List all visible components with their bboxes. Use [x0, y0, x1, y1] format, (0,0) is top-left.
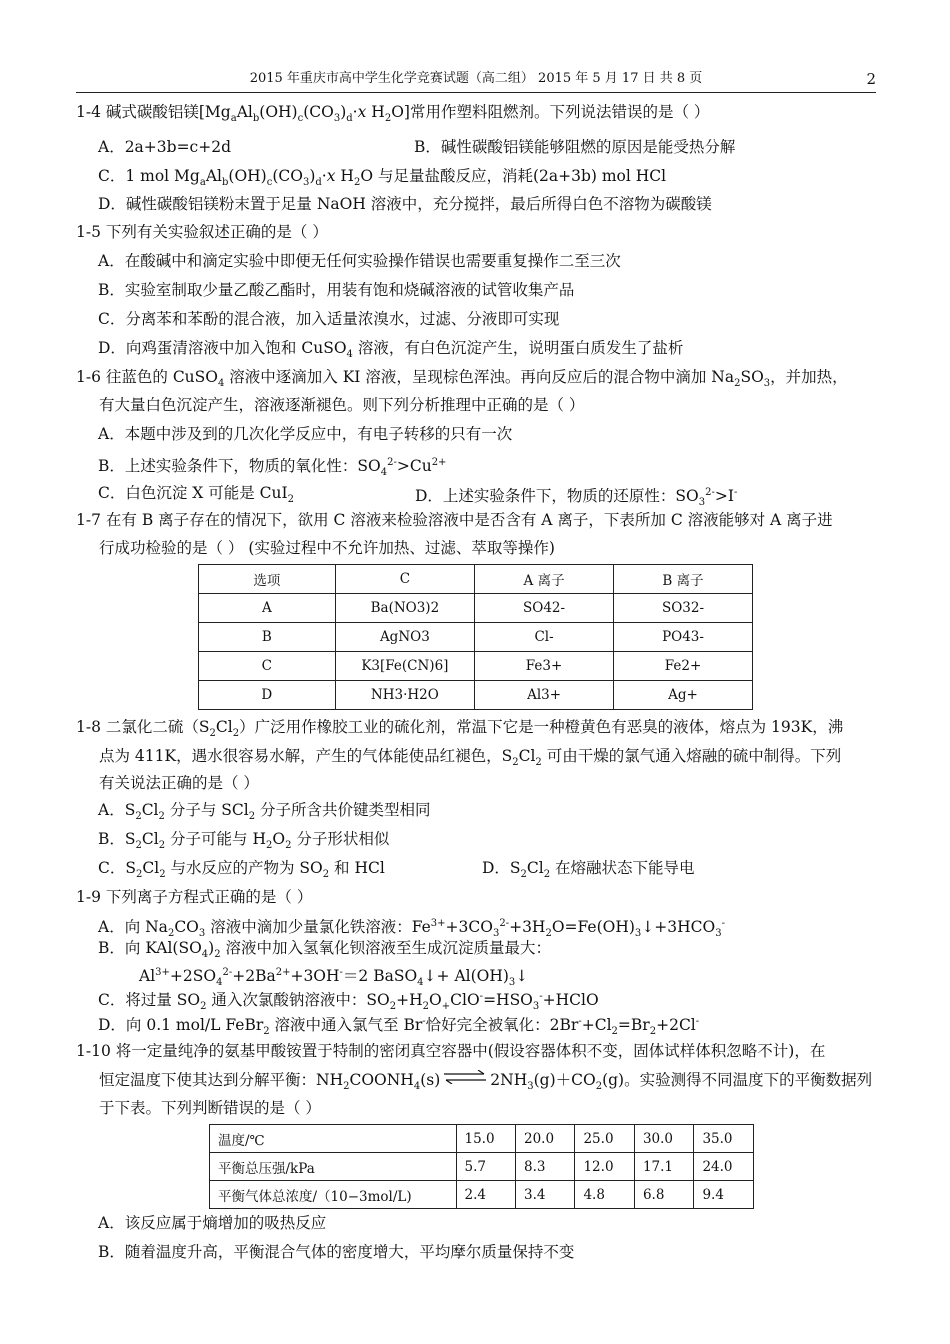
q1-8-stem-cont: 点为 411K，遇水很容易水解，产生的气体能使品红褪色，$S_2Cl_2$ 可由干燥的氯气通入熔融的硫中制得。下列 — [99, 747, 842, 768]
q1-6-option-d: D．上述实验条件下，物质的还原性：$SO_3^{2-}>I^-$ — [415, 487, 738, 508]
q1-5-option-a: A．在酸碱中和滴定实验中即便无任何实验操作错误也需要重复操作二至三次 — [98, 252, 621, 270]
q1-4-option-c: C．1 mol $Mg_aAl_b(OH)_c(CO_3)_d\cdot x$ $H_2O$ 与足量盐酸反应，消耗(2a+3b) mol HCl — [98, 167, 667, 188]
q1-8-stem: 1-8 二氯化二硫$(S_2Cl_2)$广泛用作橡胶工业的硫化剂，常温下它是一种橙黄色有恶臭的液体，熔点为 193K，沸 — [76, 718, 844, 739]
table-cell: 5.7 — [456, 1153, 515, 1181]
table-cell: 2.4 — [456, 1181, 515, 1209]
table-cell: K3[Fe(CN)6] — [335, 652, 474, 681]
q1-9-option-d: D．向 0.1 mol/L FeBr$_2$ 溶液中通入氯气至 Br-恰好完全被氧化：$2Br^-+Cl_2=Br_2+2Cl^-$ — [98, 1016, 700, 1037]
q1-5-option-c: C．分离苯和苯酚的混合液，加入适量浓溴水，过滤、分液即可实现 — [98, 310, 560, 328]
table-row — [210, 1125, 754, 1153]
table-row — [210, 1153, 754, 1181]
q1-4-option-a: A．2a+3b=c+2d — [98, 138, 232, 156]
q1-5-stem: 1-5 下列有关实验叙述正确的是（ ） — [76, 223, 328, 241]
table-cell: PO43- — [614, 623, 753, 652]
table-cell: Cl- — [475, 623, 614, 652]
table-cell: C — [199, 652, 336, 681]
table-row — [199, 652, 753, 681]
table-cell: B — [199, 623, 336, 652]
q1-9-option-c: C．将过量 $SO_2$ 通入次氯酸钠溶液中：$SO_2+H_2O_+ClO^-=HSO_3^-+HClO$ — [98, 991, 599, 1012]
table-cell: 8.3 — [515, 1153, 574, 1181]
q1-4-option-d: D．碱性碳酸铝镁粉末置于足量 NaOH 溶液中，充分搅拌，最后所得白色不溶物为碳酸镁 — [98, 195, 712, 213]
q1-10-stem-cont2: 于下表。下列判断错误的是（ ） — [99, 1099, 321, 1117]
page-number: 2 — [866, 70, 876, 88]
table-cell: 35.0 — [694, 1125, 754, 1153]
q1-6-option-c: C．白色沉淀 X 可能是 CuI$_2$ — [98, 484, 295, 505]
q1-4-stem: 1-4 碱式碳酸铝镁[$Mg_aAl_b(OH)_c(CO_3)_d\cdot x$ $H_2O$]常用作塑料阻燃剂。下列说法错误的是（ ） — [76, 103, 710, 124]
table-cell: D — [199, 681, 336, 710]
q1-10-option-b: B．随着温度升高，平衡混合气体的密度增大，平均摩尔质量保持不变 — [98, 1243, 575, 1261]
table-cell: Ba(NO3)2 — [335, 594, 474, 623]
table-cell: 12.0 — [575, 1153, 634, 1181]
q1-9-option-b-equation: $Al^{3+}+2SO_4^{2-}+2Ba^{2+}+3OH^-=2$ BaSO$_4$↓+ $Al(OH)_3↓$ — [139, 967, 529, 988]
table-row — [199, 623, 753, 652]
table-cell: Fe3+ — [475, 652, 614, 681]
table-cell: Fe2+ — [614, 652, 753, 681]
equilibrium-data-table — [209, 1124, 754, 1209]
table-cell: 4.8 — [575, 1181, 634, 1209]
table-cell: 6.8 — [634, 1181, 693, 1209]
table-cell: 17.1 — [634, 1153, 693, 1181]
table-header-cell: C — [335, 565, 474, 594]
table-cell: A — [199, 594, 336, 623]
table-cell: SO32- — [614, 594, 753, 623]
table-cell: 15.0 — [456, 1125, 515, 1153]
table-cell: 30.0 — [634, 1125, 693, 1153]
q1-6-option-a: A．本题中涉及到的几次化学反应中，有电子转移的只有一次 — [98, 425, 513, 443]
header-title: 2015 年重庆市高中学生化学竞赛试题（高二组） 2015 年 5 月 17 日 共 8 页 — [249, 71, 703, 86]
table-header-cell: A 离子 — [475, 565, 614, 594]
q1-8-option-d: D．$S_2Cl_2$ 在熔融状态下能导电 — [482, 859, 695, 880]
q1-6-stem: 1-6 往蓝色的 CuSO$_4$ 溶液中逐滴加入 KI 溶液，呈现棕色浑浊。再向反应后的混合物中滴加 $Na_2SO_3$，并加热， — [76, 368, 848, 389]
table-row — [199, 681, 753, 710]
q1-9-option-a: A．向 $Na_2CO_3$ 溶液中滴加少量氯化铁溶液：$Fe^{3+}+3CO_3^{2-}+3H_2O=Fe(OH)_3↓+3HCO_3^-$ — [98, 918, 725, 939]
q1-8-option-c: C．$S_2Cl_2$ 与水反应的产物为 $SO_2$ 和 HCl — [98, 859, 385, 880]
table-cell: 25.0 — [575, 1125, 634, 1153]
row-label: 平衡总压强/kPa — [210, 1153, 457, 1181]
table-cell: Ag+ — [614, 681, 753, 710]
q1-6-stem-cont: 有大量白色沉淀产生，溶液逐渐褪色。则下列分析推理中正确的是（ ） — [99, 396, 585, 414]
table-cell: SO42- — [475, 594, 614, 623]
ion-test-table — [198, 564, 753, 710]
equilibrium-arrow-icon — [442, 1070, 488, 1084]
page-header — [76, 70, 876, 93]
table-cell: AgNO3 — [335, 623, 474, 652]
table-cell: 9.4 — [694, 1181, 754, 1209]
table-cell: Al3+ — [475, 681, 614, 710]
q1-8-stem-cont2: 有关说法正确的是（ ） — [99, 774, 259, 792]
row-label: 平衡气体总浓度/（10−3mol/L) — [210, 1181, 457, 1209]
table-cell: NH3·H2O — [335, 681, 474, 710]
q1-9-option-b: B．向 $KAl(SO_4)_2$ 溶液中加入氢氧化钡溶液至生成沉淀质量最大： — [98, 939, 552, 960]
table-header-cell: B 离子 — [614, 565, 753, 594]
q1-7-stem: 1-7 在有 B 离子存在的情况下，欲用 C 溶液来检验溶液中是否含有 A 离子，下表所加 C 溶液能够对 A 离子进 — [76, 511, 833, 529]
table-header-row — [199, 565, 753, 594]
q1-7-stem-cont: 行成功检验的是（ ） (实验过程中不允许加热、过滤、萃取等操作) — [99, 539, 555, 557]
q1-9-stem: 1-9 下列离子方程式正确的是（ ） — [76, 888, 313, 906]
row-label: 温度/℃ — [210, 1125, 457, 1153]
q1-8-option-b: B．$S_2Cl_2$ 分子可能与 $H_2O_2$ 分子形状相似 — [98, 830, 390, 851]
q1-10-stem-cont: 恒定温度下使其达到分解平衡：$NH_2COONH_4(s)$ $2NH_3(g)+CO_2(g)$。实验测得不同温度下的平衡数据列 — [99, 1071, 873, 1092]
table-row — [199, 594, 753, 623]
table-cell: 24.0 — [694, 1153, 754, 1181]
q1-8-option-a: A．$S_2Cl_2$ 分子与 SCl$_2$ 分子所含共价键类型相同 — [98, 801, 431, 822]
table-cell: 3.4 — [515, 1181, 574, 1209]
q1-10-option-a: A．该反应属于熵增加的吸热反应 — [98, 1214, 327, 1232]
table-header-cell: 选项 — [199, 565, 336, 594]
table-row — [210, 1181, 754, 1209]
q1-6-option-b: B．上述实验条件下，物质的氧化性：$SO_4^{2-}>Cu^{2+}$ — [98, 457, 447, 478]
table-cell: 20.0 — [515, 1125, 574, 1153]
q1-5-option-b: B．实验室制取少量乙酸乙酯时，用装有饱和烧碱溶液的试管收集产品 — [98, 281, 575, 299]
q1-5-option-d: D．向鸡蛋清溶液中加入饱和 CuSO$_4$ 溶液，有白色沉淀产生，说明蛋白质发生了盐析 — [98, 339, 684, 360]
q1-4-option-b: B．碱性碳酸铝镁能够阻燃的原因是能受热分解 — [414, 138, 736, 156]
q1-10-stem: 1-10 将一定量纯净的氨基甲酸铵置于特制的密闭真空容器中(假设容器体积不变，固体试样体积忽略不计)，在 — [76, 1042, 826, 1060]
